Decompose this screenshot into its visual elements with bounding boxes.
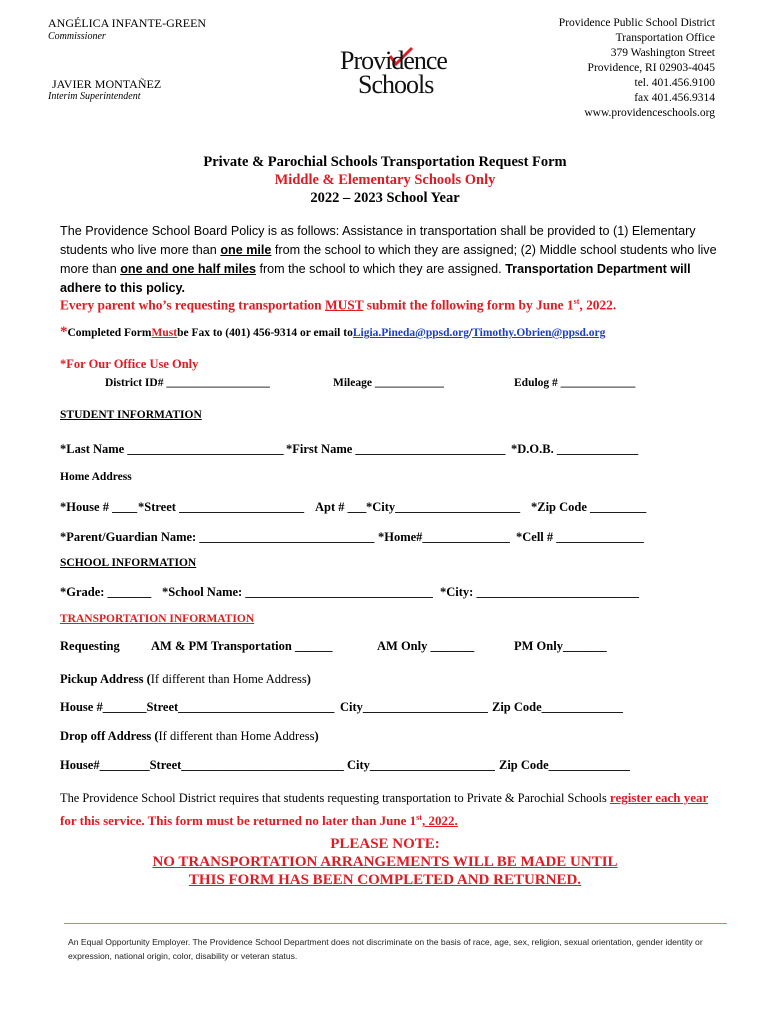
school-year: 2022 – 2023 School Year (310, 190, 460, 206)
school-info-heading: SCHOOL INFORMATION (60, 557, 197, 569)
pm-only-option[interactable]: PM Only_______ (514, 639, 607, 653)
grade-field[interactable]: *Grade: _______ (60, 585, 152, 599)
dropoff-house-street-field[interactable]: House#________Street__________________________ (60, 758, 344, 772)
policy-text: from the school to which they are assigned. (255, 262, 506, 276)
policy-one-half-miles: one and one half miles (120, 262, 256, 276)
district-line: fax 401.456.9314 (634, 92, 715, 104)
student-info-heading: STUDENT INFORMATION (60, 409, 202, 421)
fax-text: be Fax to (401) 456-9314 or email to (177, 327, 353, 339)
email-link-obrien[interactable]: Timothy.Obrien@ppsd.org (472, 327, 606, 339)
am-only-option[interactable]: AM Only _______ (377, 639, 475, 653)
form-subtitle: Middle & Elementary Schools Only (274, 172, 496, 188)
fax-slash: / (468, 327, 473, 339)
office-use-label: *For Our Office Use Only (60, 357, 199, 371)
policy-paragraph (60, 222, 725, 298)
register-notice (60, 788, 725, 831)
district-line: 379 Washington Street (610, 47, 715, 59)
home-phone-field[interactable]: *Home#______________ (378, 530, 510, 544)
home-address-label: Home Address (60, 471, 132, 483)
fax-email-line (60, 324, 605, 341)
superintendent-name: JAVIER MONTAÑEZ (52, 77, 162, 91)
please-note-line-1: NO TRANSPORTATION ARRANGEMENTS WILL BE MADE UNTIL (152, 854, 618, 870)
district-website[interactable]: www.providenceschools.org (584, 107, 715, 119)
cell-phone-field[interactable]: *Cell # ______________ (516, 530, 644, 544)
district-line: Transportation Office (615, 32, 715, 44)
mileage-field[interactable]: Mileage ____________ (333, 377, 444, 389)
dropoff-zip-field[interactable]: Zip Code_____________ (499, 758, 630, 772)
commissioner-name: ANGÉLICA INFANTE-GREEN (48, 16, 207, 30)
dropoff-city-field[interactable]: City____________________ (347, 758, 495, 772)
deadline-text: Every parent who’s requesting transportation (60, 297, 325, 313)
footer-divider (64, 923, 727, 924)
please-note-heading: PLEASE NOTE: (330, 836, 440, 852)
providence-schools-logo (338, 44, 458, 100)
dropoff-label-close: ) (314, 729, 319, 743)
requesting-label: Requesting (60, 639, 120, 653)
apt-field[interactable]: Apt # ___ (315, 500, 367, 514)
fax-text: Completed Form (67, 327, 152, 339)
dropoff-note: If different than Home Address (158, 729, 315, 743)
district-line: Providence Public School District (558, 17, 715, 29)
pickup-city-field[interactable]: City____________________ (340, 700, 488, 714)
pickup-zip-field[interactable]: Zip Code_____________ (492, 700, 623, 714)
required-star: * (60, 324, 68, 340)
dob-field[interactable]: *D.O.B. _____________ (511, 442, 639, 456)
district-id-field[interactable]: District ID# __________________ (105, 377, 270, 389)
email-link-pineda[interactable]: Ligia.Pineda@ppsd.org (352, 327, 469, 339)
policy-text: from the school to which they are assigned; (2) Middle school students who live more than (60, 243, 717, 276)
city-field[interactable]: *City____________________ (366, 500, 521, 514)
fax-must: Must (151, 327, 178, 339)
pickup-address-label (60, 672, 311, 687)
first-name-field[interactable]: *First Name ________________________ (286, 442, 506, 456)
please-note-line-2: THIS FORM HAS BEEN COMPLETED AND RETURNED. (188, 872, 582, 888)
notice-sup: st (416, 813, 422, 822)
pickup-note: If different than Home Address (150, 672, 307, 686)
notice-deadline: for this service. This form must be returned no later than June 1 (60, 813, 417, 829)
deadline-must: MUST (324, 297, 364, 313)
am-pm-option[interactable]: AM & PM Transportation ______ (151, 639, 333, 653)
school-name-field[interactable]: *School Name: ______________________________ (162, 585, 433, 599)
notice-register: register each year (609, 790, 709, 805)
parent-guardian-field[interactable]: *Parent/Guardian Name: ____________________________ (60, 530, 375, 544)
pickup-house-street-field[interactable]: House #_______Street_________________________ (60, 700, 335, 714)
transportation-info-heading: TRANSPORTATION INFORMATION (60, 613, 255, 625)
district-address-block (559, 16, 715, 121)
notice-year: , 2022. (421, 813, 458, 829)
street-field[interactable]: *Street ____________________ (138, 500, 305, 514)
house-number-field[interactable]: *House # ____ (60, 500, 138, 514)
deadline-text: submit the following form by June 1 (363, 297, 574, 313)
policy-text: The Providence School Board Policy is as follows: Assistance in transportation shall be provided to (1) Elementary students who live more than (60, 224, 696, 257)
pickup-label-close: ) (306, 672, 311, 686)
policy-one-mile: one mile (220, 243, 272, 257)
district-line: Providence, RI 02903-4045 (587, 62, 715, 74)
zip-code-field[interactable]: *Zip Code _________ (531, 500, 647, 514)
district-line: tel. 401.456.9100 (634, 77, 715, 89)
edulog-field[interactable]: Edulog # _____________ (514, 377, 636, 389)
form-title: Private & Parochial Schools Transportation Request Form (203, 154, 567, 170)
notice-text: The Providence School District requires that students requesting transportation to Private & Parochial Schools (60, 791, 610, 805)
superintendent-title: Interim Superintendent (48, 91, 141, 102)
logo-line-schools: Schools (358, 70, 434, 99)
dropoff-label-text: Drop off Address ( (60, 729, 159, 743)
last-name-field[interactable]: *Last Name _________________________ (60, 442, 284, 456)
deadline-sup: st (573, 297, 580, 306)
equal-opportunity-statement: An Equal Opportunity Employer. The Providence School Department does not discriminate on the basis of race, age, sex, religion, sexual orientation, gender identity or expression, national origin, color, disability or veteran status. (68, 937, 703, 961)
deadline-line (60, 292, 725, 314)
dropoff-address-label (60, 729, 319, 744)
policy-adhere: Transportation Department will adhere to this policy. (60, 262, 691, 295)
school-city-field[interactable]: *City: __________________________ (440, 585, 639, 599)
logo-line-providence: Providence (340, 46, 447, 75)
deadline-text: , 2022. (579, 297, 617, 313)
commissioner-title: Commissioner (48, 31, 106, 42)
pickup-label-text: Pickup Address ( (60, 672, 151, 686)
